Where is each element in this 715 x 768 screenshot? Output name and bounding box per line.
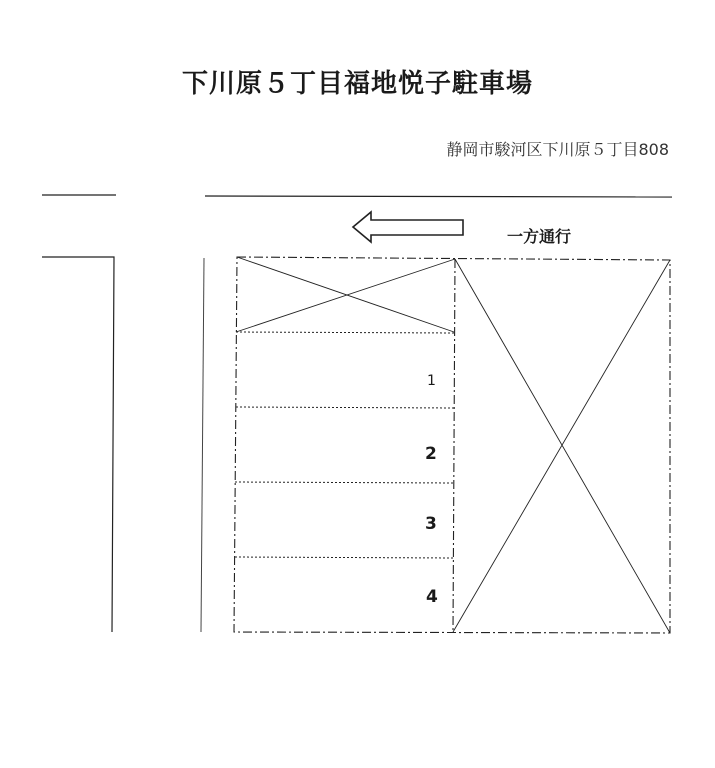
space-divider bbox=[236, 332, 454, 333]
space-divider bbox=[235, 482, 454, 483]
road-edge-top-right bbox=[205, 196, 672, 197]
road-edge-side bbox=[201, 258, 204, 632]
space-number-3: 3 bbox=[425, 514, 437, 534]
address: 静岡市駿河区下川原５丁目808 bbox=[446, 140, 669, 159]
lot-boundary bbox=[234, 257, 670, 633]
lot-divider bbox=[453, 259, 455, 632]
page-title: 下川原５丁目福地悦子駐車場 bbox=[181, 69, 533, 99]
one-way-arrow-icon bbox=[353, 212, 463, 242]
space-number-2: 2 bbox=[425, 444, 437, 464]
building-outline-left bbox=[42, 257, 114, 632]
space-divider bbox=[236, 407, 454, 408]
one-way-label: 一方通行 bbox=[507, 227, 572, 246]
space-number-4: 4 bbox=[426, 587, 438, 607]
space-divider bbox=[235, 557, 453, 558]
space-number-1: 1 bbox=[427, 373, 436, 389]
